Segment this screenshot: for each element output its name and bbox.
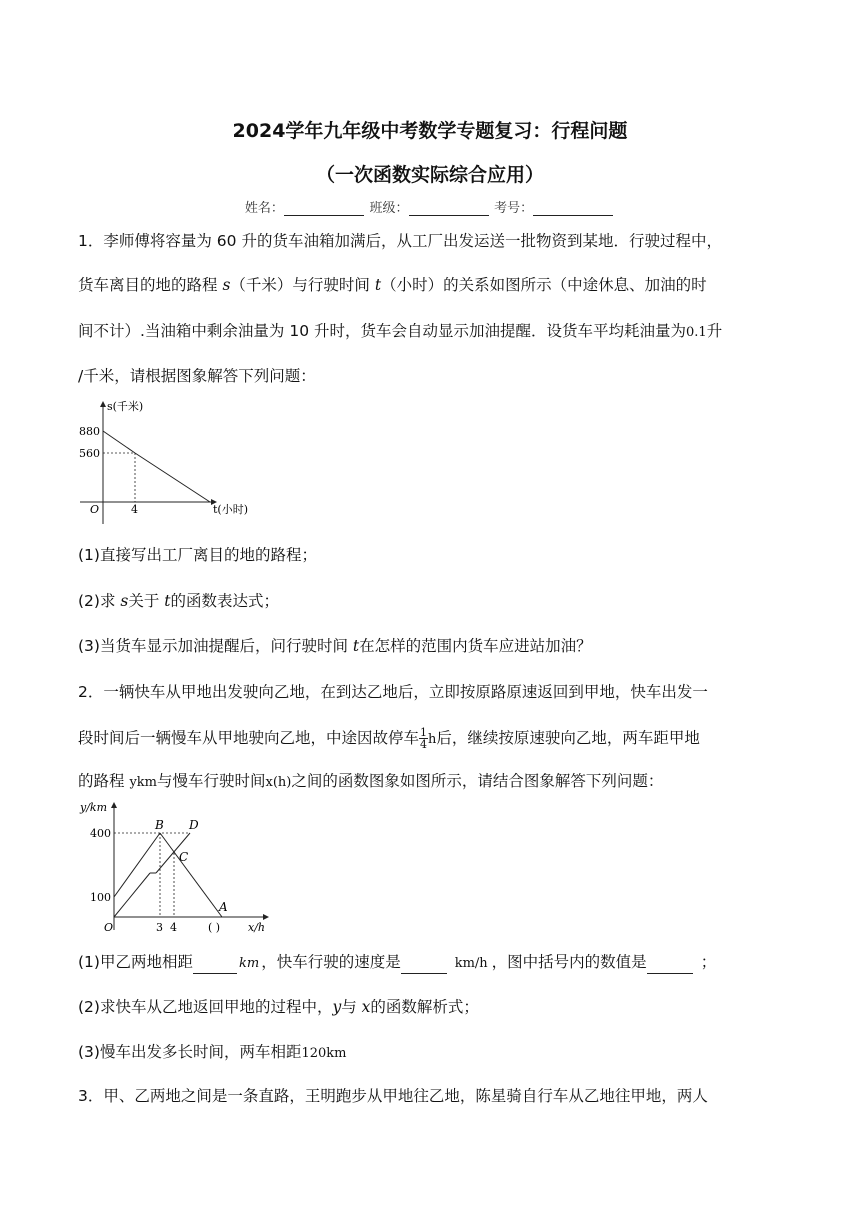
page-subtitle: （一次函数实际综合应用） (315, 164, 544, 186)
y-tick-400: 400 (90, 827, 111, 840)
id-blank[interactable] (533, 202, 613, 216)
q2-line-3: 的路程 ykm与慢车行驶时间x(h)之间的函数图象如图所示，请结合图象解答下列问题： (78, 772, 664, 790)
q1-part-2: (2)求 s关于 t的函数表达式； (78, 592, 280, 610)
q1-line-2: 货车离目的地的路程 s（千米）与行驶时间 t（小时）的关系如图所示（中途休息、加油的时 (78, 276, 707, 294)
point-D: D (189, 818, 199, 832)
point-C: C (179, 850, 189, 864)
q1-line-3: 间不计）.当油箱中剩余油量为 10 升时，货车会自动显示加油提醒．设货车平均耗油量为0.1升 (78, 322, 723, 340)
y-tick-880: 880 (79, 425, 100, 438)
graph-1 (78, 396, 268, 526)
name-blank[interactable] (284, 202, 364, 216)
q3-line-1: 3．甲、乙两地之间是一条直路，王明跑步从甲地往乙地，陈星骑自行车从乙地往甲地，两人 (78, 1087, 708, 1105)
student-info (0, 197, 860, 216)
origin-label: O (104, 921, 114, 934)
class-blank[interactable] (409, 202, 489, 216)
line-segment-1 (103, 431, 135, 453)
answer-blank-speed[interactable] (401, 959, 447, 974)
q2-line-2: 段时间后一辆慢车从甲地驶向乙地，中途因故停车 $\frac{1}{4}$ h后，继续按原速驶向乙地，两车距甲地 (78, 726, 700, 751)
graph-2 (78, 797, 278, 937)
page-title: 2024学年九年级中考数学专题复习：行程问题 (232, 120, 628, 142)
q2-part-1: (1)甲乙两地相距 km ，快车行驶的速度是 km/h ，图中括号内的数值是 ； (78, 952, 788, 974)
q2-part-3: (3)慢车出发多长时间，两车相距120km (78, 1043, 347, 1061)
q1-part-3: (3)当货车显示加油提醒后，问行驶时间 t在怎样的范围内货车应进站加油？ (78, 637, 592, 655)
id-label: 考号： (494, 200, 534, 215)
fast-car-return (160, 833, 222, 917)
answer-blank-distance[interactable] (193, 959, 237, 974)
answer-blank-bracket[interactable] (647, 959, 693, 974)
x-axis-label: x/h (248, 921, 265, 934)
slow-car-seg-1 (114, 873, 150, 917)
fraction-quarter: $\frac{1}{4}$ (420, 726, 428, 751)
y-tick-100: 100 (90, 891, 111, 904)
y-axis-label: s(千米) (107, 400, 144, 413)
class-label: 班级： (369, 200, 409, 215)
origin-label: O (90, 503, 100, 516)
x-axis-label: t(小时) (213, 503, 249, 516)
x-tick-4: 4 (131, 503, 138, 516)
y-tick-560: 560 (79, 447, 100, 460)
line-segment-2 (135, 453, 210, 502)
q2-line-1: 2．一辆快车从甲地出发驶向乙地，在到达乙地后，立即按原路原速返回到甲地，快车出发一 (78, 683, 708, 701)
x-tick-3: 3 (156, 921, 163, 934)
x-tick-4: 4 (170, 921, 177, 934)
y-axis-label: y/km (80, 801, 108, 814)
q1-part-1: (1)直接写出工厂离目的地的路程； (78, 546, 317, 564)
fast-car-outbound (114, 833, 160, 897)
q1-line-4: /千米，请根据图象解答下列问题： (78, 367, 316, 385)
q1-line-1: 1．李师傅将容量为 60 升的货车油箱加满后，从工厂出发运送一批物资到某地．行驶过程中， (78, 232, 722, 250)
point-B: B (155, 818, 164, 832)
name-label: 姓名： (244, 200, 284, 215)
q2-part-2: (2)求快车从乙地返回甲地的过程中，y与 x的函数解析式； (78, 998, 479, 1016)
point-A: A (219, 900, 228, 914)
x-tick-blank: ( ) (208, 921, 221, 934)
